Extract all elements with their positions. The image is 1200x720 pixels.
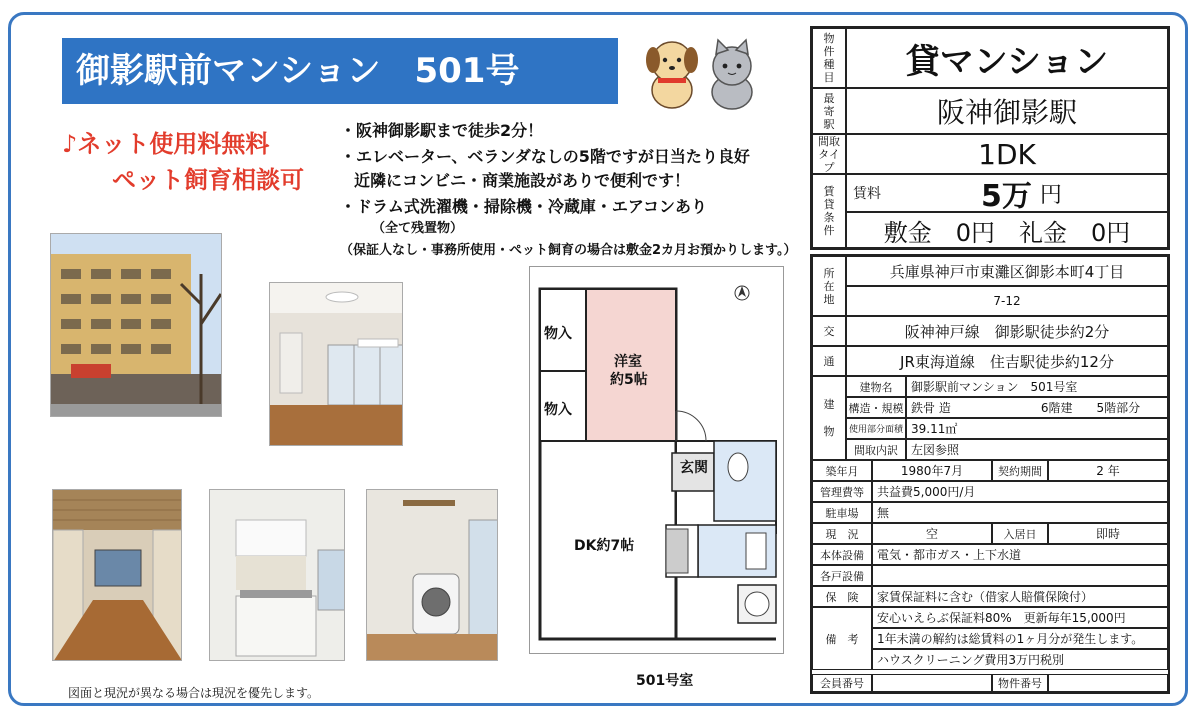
built-value: 1980年7月 xyxy=(872,460,992,481)
floor-part: 5階部分 xyxy=(1096,401,1141,415)
plan-storage-1: 物入 xyxy=(544,326,572,342)
feature-2: ・エレベーター、ベランダなしの5階ですが日当たり良好 xyxy=(340,147,750,166)
building-label xyxy=(812,376,846,460)
feature-3: 近隣にコンビニ・商業施設がありで便利です！ xyxy=(354,171,691,190)
floor-plan xyxy=(529,266,784,654)
plan-dk: DK約7帖 xyxy=(574,538,635,554)
plan-caption: 501号室 xyxy=(636,673,694,689)
status-label: 現 況 xyxy=(812,523,872,544)
rent-value: 5万 xyxy=(981,179,1032,212)
remarks-line-1: 安心いえらぶ保証料80% 更新毎年15,000円 xyxy=(872,607,1168,628)
promo-line-1: ♪ネット使用料無料 xyxy=(62,130,270,158)
laundry-photo xyxy=(366,489,498,661)
type-value: 貸マンション xyxy=(846,28,1168,88)
equip-label: 本体設備 xyxy=(812,544,872,565)
room-window-photo xyxy=(269,282,403,446)
building-label-2: 物 xyxy=(823,425,835,438)
mgmt-value: 共益費5,000円/月 xyxy=(872,481,1168,502)
struct-value: 鉄骨 造 xyxy=(911,401,951,415)
rent-label: 賃貸条件 xyxy=(812,174,846,248)
movein-value: 即時 xyxy=(1048,523,1168,544)
area-label: 使用部分面積 xyxy=(846,418,906,439)
remarks-label: 備 考 xyxy=(812,607,872,670)
address-label: 所在地 xyxy=(812,256,846,316)
transport-line-2: JR東海道線 住吉駅徒歩約12分 xyxy=(846,346,1168,376)
contract-label: 契約期間 xyxy=(992,460,1048,481)
floors-value: 6階建 xyxy=(1040,401,1073,415)
plan-entrance: 玄関 xyxy=(680,460,708,476)
plan-storage-2: 物入 xyxy=(544,402,572,418)
transport-label-1: 交 xyxy=(812,316,846,346)
mgmt-label: 管理費等 xyxy=(812,481,872,502)
deposit-value: 敷金 0円 礼金 0円 xyxy=(846,212,1168,248)
insurance-value: 家賃保証料に含む（借家人賠償保険付） xyxy=(872,586,1168,607)
kitchen-photo xyxy=(209,489,345,661)
rent-row xyxy=(846,174,1168,212)
promo-line-2: ペット飼育相談可 xyxy=(112,166,304,194)
feature-4: ・ドラム式洗濯機・掃除機・冷蔵庫・エアコンあり xyxy=(340,197,708,216)
rooms-value: 左図参照 xyxy=(906,439,1168,460)
rent-title: 賃料 xyxy=(853,186,881,202)
built-label: 築年月 xyxy=(812,460,872,481)
property-title: 御影駅前マンション 501号 xyxy=(62,38,618,104)
area-value: 39.11㎡ xyxy=(906,418,1168,439)
transport-label-2: 通 xyxy=(812,346,846,376)
plan-western-size: 約5帖 xyxy=(610,372,648,388)
type-label: 物件種目 xyxy=(812,28,846,88)
rooms-label: 間取内訳 xyxy=(846,439,906,460)
insurance-label: 保 険 xyxy=(812,586,872,607)
layout-label: 間取タイプ xyxy=(812,134,846,174)
bname-label: 建物名 xyxy=(846,376,906,397)
member-value xyxy=(872,674,992,692)
pet-illustration xyxy=(636,36,766,112)
feature-6: （保証人なし・事務所使用・ペット飼育の場合は敷金2カ月お預かりします。） xyxy=(340,243,797,258)
struct-label: 構造・規模 xyxy=(846,397,906,418)
parking-value: 無 xyxy=(872,502,1168,523)
building-label-1: 建 xyxy=(823,398,835,411)
summary-table xyxy=(810,26,1170,250)
remarks-line-3: ハウスクリーニング費用3万円税別 xyxy=(872,649,1168,670)
feature-5: （全て残置物） xyxy=(372,221,464,236)
dog-icon xyxy=(646,42,698,108)
remarks-line-2: 1年未満の解約は総賃料の1ヶ月分が発生します。 xyxy=(872,628,1168,649)
detail-table xyxy=(810,254,1170,694)
property-no-value xyxy=(1048,674,1168,692)
rent-unit: 円 xyxy=(1039,182,1062,208)
unit-equip-value xyxy=(872,565,1168,586)
station-value: 阪神御影駅 xyxy=(846,88,1168,134)
struct-row xyxy=(906,397,1168,418)
unit-equip-label: 各戸設備 xyxy=(812,565,872,586)
layout-value: 1DK xyxy=(846,134,1168,174)
building-exterior-photo xyxy=(50,233,222,417)
status-value: 空 xyxy=(872,523,992,544)
cat-icon xyxy=(712,40,752,109)
movein-label: 入居日 xyxy=(992,523,1048,544)
footnote: 図面と現況が異なる場合は現況を優先します。 xyxy=(68,686,320,700)
station-label: 最寄駅 xyxy=(812,88,846,134)
property-no-label: 物件番号 xyxy=(992,674,1048,692)
parking-label: 駐車場 xyxy=(812,502,872,523)
feature-1: ・阪神御影駅まで徒歩2分！ xyxy=(340,121,544,140)
equip-value: 電気・都市ガス・上下水道 xyxy=(872,544,1168,565)
transport-line-1: 阪神神戸線 御影駅徒歩約2分 xyxy=(846,316,1168,346)
plan-western-room: 洋室 xyxy=(614,354,642,370)
room-tatami-photo xyxy=(52,489,182,661)
address-line-2: 7-12 xyxy=(846,286,1168,316)
member-label: 会員番号 xyxy=(812,674,872,692)
bname-value: 御影駅前マンション 501号室 xyxy=(906,376,1168,397)
contract-value: 2 年 xyxy=(1048,460,1168,481)
address-line-1: 兵庫県神戸市東灘区御影本町4丁目 xyxy=(846,256,1168,286)
